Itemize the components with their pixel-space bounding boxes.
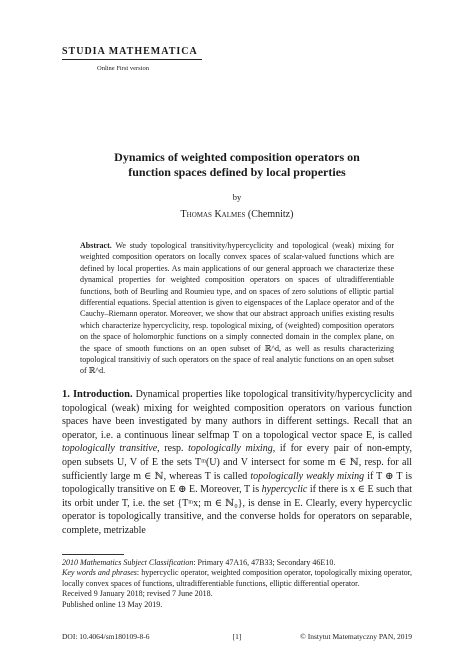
published-note: Published online 13 May 2019. [62, 599, 163, 609]
journal-rule [62, 59, 202, 60]
copyright: © Instytut Matematyczny PAN, 2019 [300, 632, 412, 641]
keywords-footnote [62, 568, 412, 589]
title-line-2: function spaces defined by local properties [128, 165, 346, 179]
author-line [0, 209, 474, 220]
abstract-label: Abstract. [80, 241, 112, 250]
msc-text: : Primary 47A16, 47B33; Secondary 46E10. [193, 558, 336, 567]
keywords-text: : hypercyclic operator, weighted composition operator, topologically mixing operator, locally convex spaces of functions, ultradifferentiable functions, elliptic differential operator. [62, 568, 413, 588]
page-number: [1] [232, 632, 242, 641]
abstract-text: We study topological transitivity/hypercyclicity and topological (weak) mixing for weighted composition operators on locally convex spaces of scalar-valued functions which are defined by local properties. As main applications of our general approach we characterize these dynamical properties for weighted composition operators on spaces of ultradifferentiable functions, both of Beurling and Roumieu type, and on spaces of zero solutions of elliptic partial differential equations. Special attention is given to eigenspaces of the Laplace operator and of the Cauchy–Riemann operator. Moreover, we show that our abstract approach unifies existing results which characterize hypercyclicity, resp. topological mixing, of (weighted) composition operators on the space of holomorphic functions on a simply connected domain in the complex plane, on the space of smooth functions on an open subset of ℝ^d, as well as results characterizing topological transitiviy of such operators on the space of real analytic functions on an open subset of ℝ^d. [80, 241, 394, 376]
intro-term-weakly-mixing: topologically weakly mixing [250, 470, 365, 482]
intro-text-2: , resp. [157, 443, 189, 455]
footnotes [62, 558, 412, 610]
intro-term-hypercyclic: hypercyclic [261, 484, 308, 496]
section-heading: 1. Introduction. [62, 389, 133, 400]
intro-term-transitive: topologically transitive [62, 443, 158, 455]
footnote-rule [62, 554, 124, 555]
introduction-paragraph [62, 388, 412, 538]
intro-text-5: if there is x ∈ E such that its orbit under T, i.e. the set {Tᵐx; m ∈ ℕ₀}, is dense in E. Clearly, every hypercyclic operator is topologically transitive, and the converse holds for operators on separable, complete, metrizable [62, 484, 412, 536]
doi: DOI: 10.4064/sm180109-8-6 [62, 632, 150, 641]
keywords-label: Key words and phrases [62, 568, 137, 578]
intro-term-mixing: topologically mixing [188, 443, 273, 455]
msc-label: 2010 Mathematics Subject Classification [62, 558, 194, 567]
by-label: by [232, 192, 242, 202]
author-affiliation: (Chemnitz) [247, 209, 294, 220]
intro-text-3: , if for every pair of non-empty, open subsets U, V of E the sets Tᵐ(U) and V intersect for some m ∈ ℕ, resp. for all sufficiently large m ∈ ℕ, whereas T is called [62, 443, 412, 482]
msc-footnote [62, 558, 412, 568]
received-note: Received 9 January 2018; revised 7 June 2018. [62, 589, 213, 599]
author-name: Thomas Kalmes [180, 209, 246, 220]
intro-text-4: if T ⊕ T is topologically transitive on E ⊕ E. Moreover, T is [62, 470, 412, 496]
title-line-1: Dynamics of weighted composition operators on [114, 150, 360, 164]
journal-name: STUDIA MATHEMATICA [62, 46, 198, 57]
intro-text-1: Dynamical properties like topological transitivity/hypercyclicity and topological (weak) mixing for weighted composition operators on various function spaces have been investigated by many authors in different settings. Recall that an operator, i.e. a continuous linear selfmap T on a topological vector space E, is called [62, 389, 412, 441]
version-label: Online First version [97, 65, 149, 72]
abstract [80, 240, 394, 377]
